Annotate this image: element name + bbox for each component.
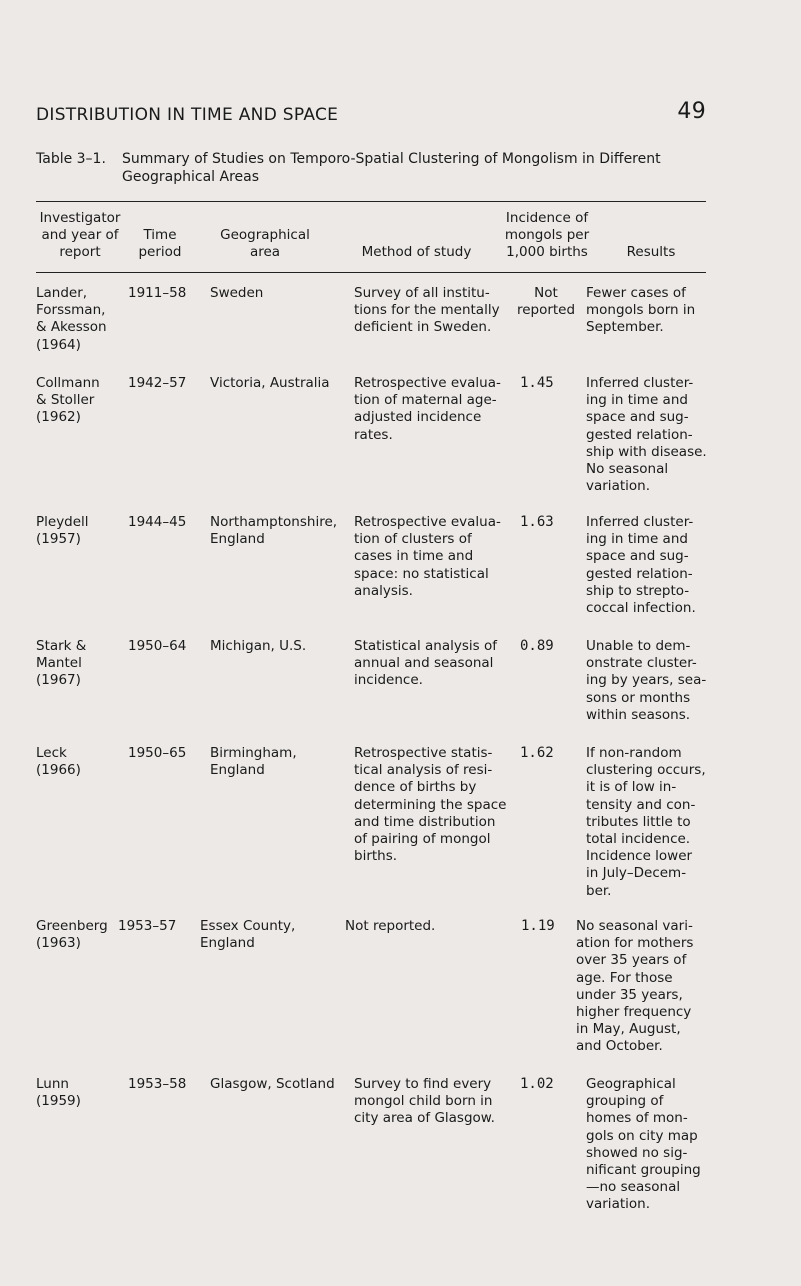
cell-method: Statistical analysis of annual and seasonal incidence.: [354, 638, 497, 689]
table-header-rule: [36, 272, 706, 273]
cell-time-period: 1944–45: [128, 514, 187, 530]
cell-investigator: Pleydell (1957): [36, 514, 89, 548]
cell-incidence: 1.62: [520, 745, 554, 761]
cell-results: Inferred cluster- ing in time and space and sug- gested relation- ship with disease. No seasonal variation.: [586, 375, 707, 495]
page-number: 49: [677, 99, 706, 124]
cell-method: Retrospective evalua- tion of maternal age- adjusted incidence rates.: [354, 375, 501, 443]
chapter-title: DISTRIBUTION IN TIME AND SPACE: [36, 105, 339, 125]
cell-incidence: Not reported: [516, 285, 576, 319]
cell-method: Survey of all institu- tions for the mentally deficient in Sweden.: [354, 285, 500, 336]
cell-time-period: 1950–64: [128, 638, 187, 654]
cell-area: Birmingham, England: [210, 745, 297, 779]
cell-results: Unable to dem- onstrate cluster- ing by years, sea- sons or months within seasons.: [586, 638, 707, 723]
cell-incidence: 1.02: [520, 1076, 554, 1092]
cell-time-period: 1911–58: [128, 285, 187, 301]
header-time-period: Time period: [138, 227, 182, 261]
cell-incidence: 1.19: [521, 918, 555, 934]
cell-time-period: 1953–58: [128, 1076, 187, 1092]
table-top-rule: [36, 201, 706, 202]
cell-incidence: 0.89: [520, 638, 554, 654]
cell-investigator: Collmann & Stoller (1962): [36, 375, 100, 426]
header-incidence: Incidence of mongols per 1,000 births: [504, 210, 590, 261]
table-caption-text: Summary of Studies on Temporo-Spatial Clustering of Mongolism in Different Geographical Areas: [122, 151, 661, 185]
header-method: Method of study: [361, 244, 472, 260]
cell-investigator: Lander, Forssman, & Akesson (1964): [36, 285, 107, 353]
cell-time-period: 1950–65: [128, 745, 187, 761]
table-label: Table 3–1.: [36, 151, 106, 167]
cell-time-period: 1942–57: [128, 375, 187, 391]
cell-area: Victoria, Australia: [210, 375, 330, 391]
cell-investigator: Leck (1966): [36, 745, 81, 779]
cell-investigator: Stark & Mantel (1967): [36, 638, 87, 689]
cell-results: Fewer cases of mongols born in September.: [586, 285, 696, 336]
cell-results: No seasonal vari- ation for mothers over 35 years of age. For those under 35 years, higher frequency in May, August, and October.: [576, 918, 694, 1055]
header-investigator: Investigator and year of report: [39, 210, 121, 261]
cell-area: Michigan, U.S.: [210, 638, 307, 654]
cell-results: Inferred cluster- ing in time and space and sug- gested relation- ship to strepto- coccal infection.: [586, 514, 696, 617]
cell-method: Retrospective statis- tical analysis of resi- dence of births by determining the space and time distribution of pairing of mongol births.: [354, 745, 507, 865]
cell-area: Essex County, England: [200, 918, 296, 952]
cell-incidence: 1.63: [520, 514, 554, 530]
cell-results: Geographical grouping of homes of mon- gols on city map showed no sig- nificant grouping —no seasonal variation.: [586, 1076, 701, 1213]
cell-method: Retrospective evalua- tion of clusters of cases in time and space: no statistical analysis.: [354, 514, 501, 599]
header-geographical-area: Geographical area: [220, 227, 310, 261]
cell-investigator: Greenberg (1963): [36, 918, 108, 952]
cell-investigator: Lunn (1959): [36, 1076, 81, 1110]
cell-area: Glasgow, Scotland: [210, 1076, 335, 1092]
cell-time-period: 1953–57: [118, 918, 177, 934]
header-results: Results: [626, 244, 676, 260]
cell-incidence: 1.45: [520, 375, 554, 391]
cell-method: Not reported.: [345, 918, 436, 934]
cell-area: Northamptonshire, England: [210, 514, 338, 548]
cell-results: If non-random clustering occurs, it is of low in- tensity and con- tributes little to total incidence. Incidence lower in July–Decem- ber.: [586, 745, 706, 899]
cell-area: Sweden: [210, 285, 264, 301]
cell-method: Survey to find every mongol child born in city area of Glasgow.: [354, 1076, 495, 1127]
